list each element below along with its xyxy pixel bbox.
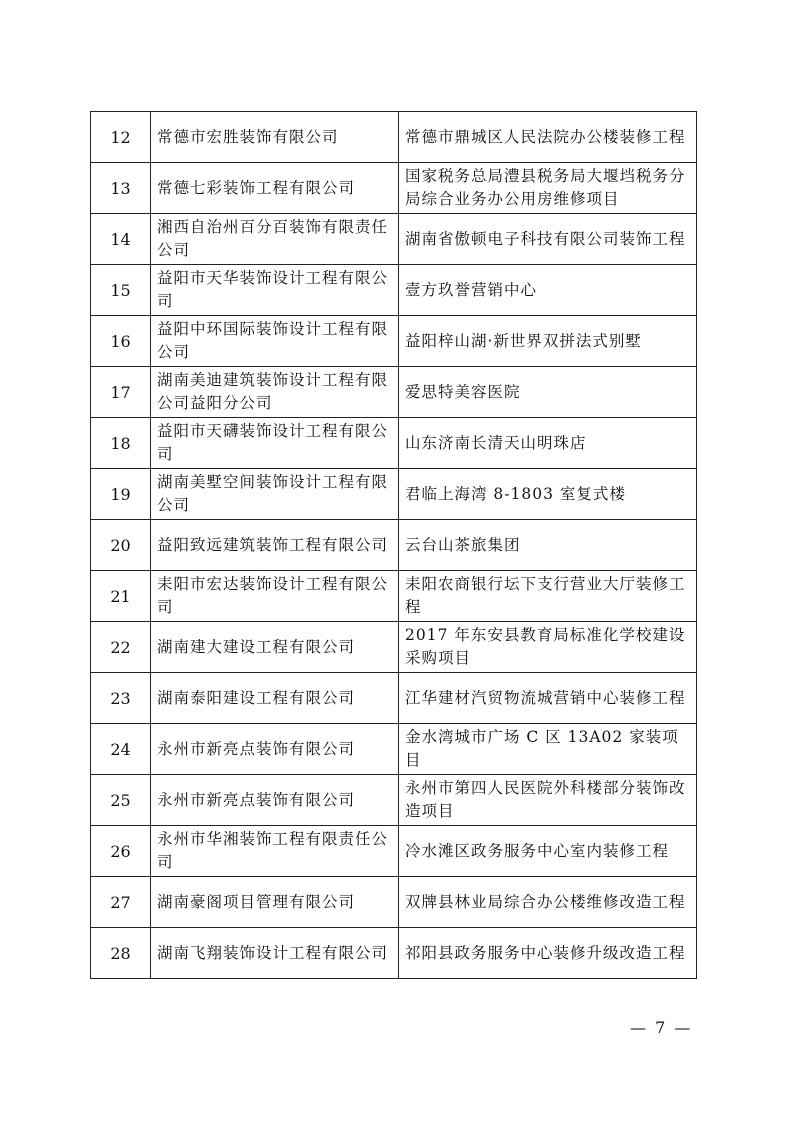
row-number: 14 (91, 214, 151, 265)
table-row (91, 622, 697, 673)
project-name: 江华建材汽贸物流城营销中心装修工程 (399, 673, 697, 724)
row-number: 23 (91, 673, 151, 724)
company-name: 益阳市天华装饰设计工程有限公司 (151, 265, 399, 316)
project-name: 2017 年东安县教育局标准化学校建设采购项目 (399, 622, 697, 673)
project-name: 祁阳县政务服务中心装修升级改造工程 (399, 928, 697, 979)
row-number: 24 (91, 724, 151, 775)
project-name: 壹方玖誉营销中心 (399, 265, 697, 316)
table-row (91, 826, 697, 877)
project-name: 爱思特美容医院 (399, 367, 697, 418)
table-row (91, 673, 697, 724)
company-name: 湖南泰阳建设工程有限公司 (151, 673, 399, 724)
project-name: 双牌县林业局综合办公楼维修改造工程 (399, 877, 697, 928)
table-row (91, 724, 697, 775)
row-number: 28 (91, 928, 151, 979)
table-row (91, 877, 697, 928)
company-name: 湖南豪阁项目管理有限公司 (151, 877, 399, 928)
page-number: — 7 — (630, 1018, 693, 1037)
project-name: 耒阳农商银行坛下支行营业大厅装修工程 (399, 571, 697, 622)
row-number: 26 (91, 826, 151, 877)
project-name: 湖南省傲顿电子科技有限公司装饰工程 (399, 214, 697, 265)
company-name: 湘西自治州百分百装饰有限责任公司 (151, 214, 399, 265)
table-row (91, 316, 697, 367)
project-name: 冷水滩区政务服务中心室内装修工程 (399, 826, 697, 877)
table-row (91, 367, 697, 418)
company-name: 永州市新亮点装饰有限公司 (151, 724, 399, 775)
company-name: 常德七彩装饰工程有限公司 (151, 163, 399, 214)
company-name: 常德市宏胜装饰有限公司 (151, 112, 399, 163)
table-row (91, 418, 697, 469)
row-number: 19 (91, 469, 151, 520)
company-name: 湖南美迪建筑装饰设计工程有限公司益阳分公司 (151, 367, 399, 418)
row-number: 20 (91, 520, 151, 571)
project-name: 金水湾城市广场 C 区 13A02 家装项目 (399, 724, 697, 775)
table-row (91, 163, 697, 214)
row-number: 16 (91, 316, 151, 367)
project-name: 永州市第四人民医院外科楼部分装饰改造项目 (399, 775, 697, 826)
table-body (91, 112, 697, 979)
awards-table-container (90, 111, 696, 979)
table-row (91, 214, 697, 265)
row-number: 12 (91, 112, 151, 163)
company-name: 益阳致远建筑装饰工程有限公司 (151, 520, 399, 571)
company-name: 湖南建大建设工程有限公司 (151, 622, 399, 673)
company-name: 益阳市天礴装饰设计工程有限公司 (151, 418, 399, 469)
row-number: 22 (91, 622, 151, 673)
company-name: 湖南美墅空间装饰设计工程有限公司 (151, 469, 399, 520)
table-row (91, 265, 697, 316)
row-number: 21 (91, 571, 151, 622)
row-number: 25 (91, 775, 151, 826)
project-name: 云台山茶旅集团 (399, 520, 697, 571)
table-row (91, 571, 697, 622)
project-name: 益阳梓山湖·新世界双拼法式别墅 (399, 316, 697, 367)
company-name: 永州市新亮点装饰有限公司 (151, 775, 399, 826)
row-number: 15 (91, 265, 151, 316)
row-number: 13 (91, 163, 151, 214)
table-row (91, 520, 697, 571)
table-row (91, 112, 697, 163)
row-number: 18 (91, 418, 151, 469)
table-row (91, 775, 697, 826)
project-name: 君临上海湾 8-1803 室复式楼 (399, 469, 697, 520)
table-row (91, 469, 697, 520)
company-name: 益阳中环国际装饰设计工程有限公司 (151, 316, 399, 367)
awards-table (90, 111, 697, 979)
row-number: 27 (91, 877, 151, 928)
project-name: 山东济南长清天山明珠店 (399, 418, 697, 469)
table-row (91, 928, 697, 979)
company-name: 永州市华湘装饰工程有限责任公司 (151, 826, 399, 877)
project-name: 国家税务总局澧县税务局大堰垱税务分局综合业务办公用房维修项目 (399, 163, 697, 214)
row-number: 17 (91, 367, 151, 418)
company-name: 耒阳市宏达装饰设计工程有限公司 (151, 571, 399, 622)
company-name: 湖南飞翔装饰设计工程有限公司 (151, 928, 399, 979)
project-name: 常德市鼎城区人民法院办公楼装修工程 (399, 112, 697, 163)
